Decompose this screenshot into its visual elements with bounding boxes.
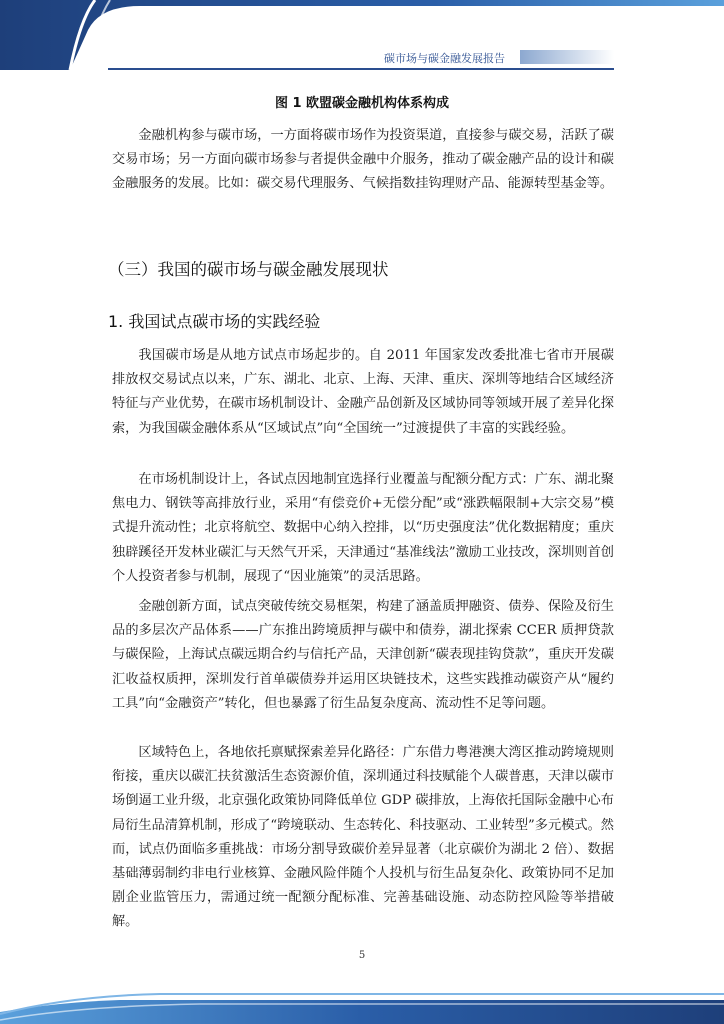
figure-caption: 图 1 欧盟碳金融机构体系构成 [274,96,450,111]
paragraph-2: 我国碳市场是从地方试点市场起步的。自 2011 年国家发改委批准七省市开展碳排放权交易试点以来，广东、湖北、北京、上海、天津、重庆、深圳等地结合区域经济特征与产业优势，在碳市场机制设计、金融产品创新及区域协同等领域开展了差异化探索，为我国碳金融体系从“区域试点”向“全国统一”过渡提供了丰富的实践经验。 [112,348,614,436]
paragraph-5: 区域特色上，各地依托禀赋探索差异化路径：广东借力粤港澳大湾区推动跨境规则衔接，重庆以碳汇扶贫激活生态资源价值，深圳通过科技赋能个人碳普惠，天津以碳市场倒逼工业升级，北京强化政策协同降低单位 GDP 碳排放，上海依托国际金融中心布局衍生品清算机制，形成了“跨境联动、生态转化、科技驱动、工业转型”多元模式。然而，试点仍面临多重挑战：市场分割导致碳价差异显著（北京碳价为湖北 2 倍）、数据基础薄弱制约非电行业核算、金融风险伴随个人投机与衍生品复杂化、政策协同不足加剧企业监管压力，需通过统一配额分配标准、完善基础设施、动态防控风险等举措破解。 [112,745,614,930]
paragraph-4: 金融创新方面，试点突破传统交易框架，构建了涵盖质押融资、债券、保险及衍生品的多层次产品体系——广东推出跨境质押与碳中和债券，湖北探索 CCER 质押贷款与碳保险，上海试点碳远期合约与信托产品，天津创新“碳表现挂钩贷款”，重庆开发碳汇收益权质押，深圳发行首单碳债券并运用区块链技术，这些实践推动碳资产从“履约工具”向“金融资产”转化，但也暴露了衍生品复杂度高、流动性不足等问题。 [112,599,614,711]
header-decoration [0,0,724,70]
paragraph-block-3 [112,468,614,589]
paragraph-block-1 [112,124,614,197]
paragraph-block-4 [112,595,614,716]
header-rule [108,68,614,70]
subsection-heading: 1. 我国试点碳市场的实践经验 [108,312,321,331]
footer-decoration [0,974,724,1024]
paragraph-3: 在市场机制设计上，各试点因地制宜选择行业覆盖与配额分配方式：广东、湖北聚焦电力、钢铁等高排放行业，采用“有偿竞价+无偿分配”或“涨跌幅限制+大宗交易”模式提升流动性；北京将航空、数据中心纳入控排，以“历史强度法”优化数据精度；重庆独辟蹊径开发林业碳汇与天然气开采，天津通过“基准线法”激励工业技改，深圳则首创个人投资者参与机制，展现了“因业施策”的灵活思路。 [112,472,614,584]
header-title: 碳市场与碳金融发展报告 [384,52,505,65]
paragraph-1: 金融机构参与碳市场，一方面将碳市场作为投资渠道，直接参与碳交易，活跃了碳交易市场；另一方面向碳市场参与者提供金融中介服务，推动了碳金融产品的设计和碳金融服务的发展。比如：碳交易代理服务、气候指数挂钩理财产品、能源转型基金等。 [112,128,614,192]
paragraph-block-2 [112,344,614,441]
page-number: 5 [358,950,366,961]
paragraph-block-5 [112,741,614,935]
section-heading: （三）我国的碳市场与碳金融发展现状 [108,260,389,279]
